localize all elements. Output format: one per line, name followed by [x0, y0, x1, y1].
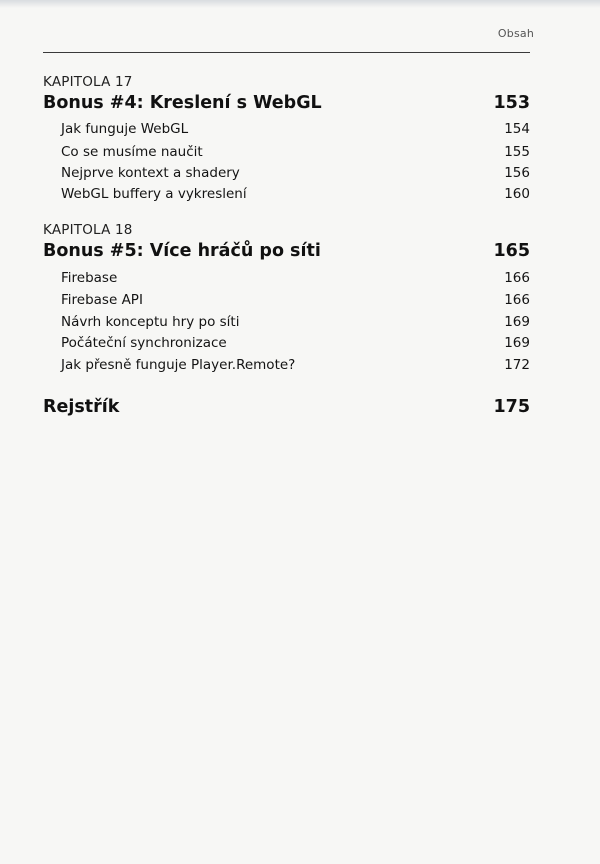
toc-entry-page: 160	[504, 186, 530, 202]
chapter-title-text: Bonus #5: Více hráčů po síti	[43, 241, 321, 261]
toc-entry	[61, 144, 530, 160]
toc-entry-page: 155	[504, 144, 530, 160]
chapter-title	[43, 241, 530, 261]
toc-entry-title: Návrh konceptu hry po síti	[61, 314, 240, 330]
chapter-page-number: 153	[493, 93, 530, 113]
toc-entry-title: Co se musíme naučit	[61, 144, 203, 160]
index-page-number: 175	[493, 397, 530, 417]
toc-entry	[61, 165, 530, 181]
chapter-label: KAPITOLA 18	[43, 222, 133, 238]
toc-entry	[61, 335, 530, 351]
toc-entry	[61, 186, 530, 202]
running-header: Obsah	[497, 27, 534, 40]
toc-entry	[61, 292, 530, 308]
toc-entry-page: 172	[504, 357, 530, 373]
toc-entry	[61, 121, 530, 137]
index-entry	[43, 397, 530, 417]
toc-entry-title: WebGL buffery a vykreslení	[61, 186, 247, 202]
toc-entry-page: 166	[504, 292, 530, 308]
page-top-edge	[0, 0, 600, 8]
toc-entry-page: 169	[504, 335, 530, 351]
toc-entry	[61, 270, 530, 286]
toc-entry-page: 154	[504, 121, 530, 137]
toc-entry-title: Jak přesně funguje Player.Remote?	[61, 357, 296, 373]
toc-entry	[61, 357, 530, 373]
toc-entry	[61, 314, 530, 330]
toc-entry-title: Nejprve kontext a shadery	[61, 165, 240, 181]
index-title: Rejstřík	[43, 397, 120, 417]
chapter-title-text: Bonus #4: Kreslení s WebGL	[43, 93, 322, 113]
toc-entry-title: Počáteční synchronizace	[61, 335, 227, 351]
chapter-label: KAPITOLA 17	[43, 74, 133, 90]
chapter-title	[43, 93, 530, 113]
chapter-page-number: 165	[493, 241, 530, 261]
toc-entry-page: 166	[504, 270, 530, 286]
header-rule	[43, 52, 530, 53]
toc-entry-page: 156	[504, 165, 530, 181]
toc-entry-page: 169	[504, 314, 530, 330]
toc-entry-title: Firebase	[61, 270, 118, 286]
toc-entry-title: Firebase API	[61, 292, 143, 308]
toc-entry-title: Jak funguje WebGL	[61, 121, 189, 137]
